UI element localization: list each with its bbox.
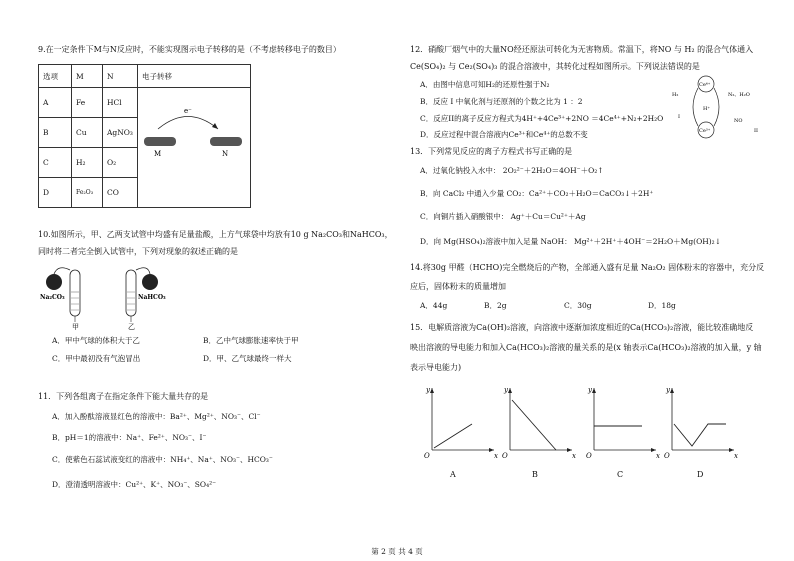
q15-stem-line3: 表示导电能力)	[410, 363, 462, 372]
n-rod	[210, 137, 242, 146]
tube-right-label: 乙	[128, 323, 135, 330]
q14-option-c[interactable]: C．30g	[564, 301, 592, 310]
q14-option-d[interactable]: D．18g	[648, 301, 676, 310]
graph-d-line	[674, 424, 726, 446]
graph-b-line	[512, 400, 556, 450]
electron-transfer-diagram	[138, 89, 250, 205]
q9-row-d-n: CO	[103, 178, 138, 208]
q9-row-d-m: Fe₂O₃	[72, 178, 103, 208]
q9-header-m: M	[72, 65, 103, 88]
page-footer: 第 2 页 共 4 页	[371, 547, 423, 556]
q13-option-b[interactable]: B．向 CaCl₂ 中通入少量 CO₂：Ca²⁺＋CO₂＋H₂O＝CaCO₃↓＋2H⁺	[420, 189, 654, 198]
graph-c-origin: O	[586, 452, 592, 460]
tube-right	[126, 270, 136, 316]
cycle-right-arc	[714, 88, 719, 126]
q12-option-a[interactable]: A．由图中信息可知H₂的还原性强于N₂	[420, 80, 550, 89]
graph-a-origin: O	[424, 452, 430, 460]
label-nahco3: NaHCO₃	[138, 294, 166, 301]
label-na2co3: Na₂CO₃	[40, 294, 65, 301]
q9-row-c-opt: C	[39, 148, 72, 178]
q14-option-a[interactable]: A．44g	[420, 301, 448, 310]
m-label: M	[154, 149, 162, 158]
q12-option-b[interactable]: B．反应 I 中氧化剂与还原剂的个数之比为 1 ：2	[420, 97, 583, 106]
tube-left	[70, 270, 80, 316]
q10-option-b[interactable]: B．乙中气球膨胀速率快于甲	[203, 336, 299, 345]
graph-a-y-axis-label: y	[426, 386, 430, 394]
q10-option-c[interactable]: C．甲中最初没有气泡冒出	[52, 354, 141, 363]
q10-stem-line1: 10.如图所示，甲、乙两支试管中均盛有足量盐酸，上方气球袋中均放有10 g Na₂CO₃和NaHCO₃，	[38, 230, 393, 239]
cycle-left-arc	[693, 88, 698, 126]
q11-stem: 11．下列各组离子在指定条件下能大量共存的是	[38, 392, 209, 401]
q13-option-d[interactable]: D．向 Mg(HSO₄)₂溶液中加入足量 NaOH： Mg²⁺＋2H⁺＋4OH⁻＝2H₂O＋Mg(OH)₂↓	[420, 237, 721, 246]
q10-stem-line2: 同时将二者完全倒入试管中，下列对现象的叙述正确的是	[38, 247, 238, 256]
arrow-head	[212, 123, 218, 129]
q9-diagram-cell	[138, 88, 251, 208]
electron-label: e⁻	[184, 106, 192, 115]
balloon-left-neck	[54, 268, 70, 274]
q11-option-b[interactable]: B．pH＝1的溶液中：Na⁺、Fe²⁺、NO₃⁻、I⁻	[52, 433, 207, 442]
q12-stem-line1: 12．硝酸厂烟气中的大量NO经还原法可转化为无害物质。常温下，将NO 与 H₂ 的混合气体通入	[410, 45, 754, 54]
q11-option-d[interactable]: D．澄清透明溶液中：Cu²⁺、K⁺、NO₃⁻、SO₄²⁻	[52, 480, 217, 489]
balloon-right	[142, 274, 158, 290]
graph-d-label: D	[697, 470, 704, 479]
graph-a-x-axis-label: x	[494, 452, 498, 460]
no-label: NO	[734, 118, 743, 124]
transfer-arrow	[158, 116, 218, 129]
hplus-label: H⁺	[703, 106, 710, 112]
tube-right-liquid	[127, 292, 135, 310]
graph-d[interactable]	[662, 380, 742, 465]
graph-c-label: C	[617, 470, 624, 479]
q9-header-n: N	[103, 65, 138, 88]
graph-a[interactable]	[422, 380, 502, 465]
q12-option-c[interactable]: C．反应II的离子反应方程式为4H⁺+4Ce³⁺+2NO ＝4Ce⁴⁺+N₂+2H₂O	[420, 114, 664, 123]
reaction-2-label: II	[754, 128, 758, 134]
q11-option-a[interactable]: A．加入酚酞溶液显红色的溶液中：Ba²⁺、Mg²⁺、NO₃⁻、Cl⁻	[52, 412, 261, 421]
q9-row-a-n: HCl	[103, 88, 138, 118]
q13-stem: 13．下列常见反应的离子方程式书写正确的是	[410, 147, 573, 156]
reaction-1-label: I	[678, 114, 680, 120]
q10-option-d[interactable]: D．甲、乙气球最终一样大	[203, 354, 292, 363]
tube-left-label: 甲	[72, 323, 79, 330]
h2-label: H₂	[672, 92, 679, 98]
graph-c-y-axis-label: y	[588, 386, 592, 394]
q9-header-transfer: 电子转移	[138, 65, 251, 88]
balloon-left	[46, 274, 62, 290]
q9-row-d-opt: D	[39, 178, 72, 208]
q9-table	[38, 64, 251, 208]
q9-row-c-n: O₂	[103, 148, 138, 178]
n-label: N	[222, 149, 229, 158]
cerium-cycle-diagram	[668, 74, 768, 140]
graph-c-x-axis-label: x	[656, 452, 660, 460]
q10-option-a[interactable]: A．甲中气球的体积大于乙	[52, 336, 140, 345]
graph-b-y-axis-label: y	[504, 386, 508, 394]
graph-b-label: B	[532, 470, 538, 479]
graph-d-x-axis-label: x	[734, 452, 738, 460]
q12-stem-line2: Ce(SO₄)₂ 与 Ce₂(SO₄)₃ 的混合溶液中，其转化过程如图所示。下列说法错误的是	[410, 62, 700, 71]
q9-header-option: 选项	[39, 65, 72, 88]
q14-stem-line2: 应后，固体粉末的质量增加	[410, 282, 506, 291]
q9-row-a-m: Fe	[72, 88, 103, 118]
q13-option-a[interactable]: A．过氧化钠投入水中： 2O₂²⁻＋2H₂O＝4OH⁻＋O₂↑	[420, 166, 604, 175]
q13-option-c[interactable]: C．向铜片插入硝酸银中： Ag⁺＋Cu＝Cu²⁺＋Ag	[420, 212, 586, 221]
q9-row-c-m: H₂	[72, 148, 103, 178]
graph-b[interactable]	[500, 380, 580, 465]
q14-stem-line1: 14.将30g 甲醛（HCHO)完全燃烧后的产物，全部通入盛有足量 Na₂O₂ 固体粉末的容器中，充分反	[410, 263, 765, 272]
ce3-label: Ce³⁺	[699, 128, 711, 134]
graph-d-origin: O	[664, 452, 670, 460]
q9-row-a-opt: A	[39, 88, 72, 118]
q15-stem-line2: 映出溶液的导电能力和加入Ca(HCO₃)₂溶液的量关系的是(x 轴表示Ca(HCO₃)₂溶液的加入量，y 轴	[410, 343, 762, 352]
q9-row-b-opt: B	[39, 118, 72, 148]
graph-a-line	[434, 424, 472, 448]
q9-row-b-m: Cu	[72, 118, 103, 148]
ce4-label: Ce⁴⁺	[699, 82, 711, 88]
m-rod	[144, 137, 176, 146]
q12-option-d[interactable]: D．反应过程中混合溶液内Ce³⁺和Ce⁴⁺的总数不变	[420, 130, 588, 139]
graph-b-x-axis-label: x	[572, 452, 576, 460]
q11-option-c[interactable]: C．使紫色石蕊试液变红的溶液中：NH₄⁺、Na⁺、NO₃⁻、HCO₃⁻	[52, 455, 273, 464]
balloon-right-neck	[136, 268, 150, 274]
graph-a-label: A	[450, 470, 456, 479]
q9-stem: 9.在一定条件下M与N反应时，不能实现图示电子转移的是（不考虑转移电子的数目）	[38, 45, 341, 54]
q15-stem-line1: 15．电解质溶液为Ca(OH)₂溶液，向溶液中逐渐加浓度相近的Ca(HCO₃)₂溶液，能比较准确地反	[410, 323, 754, 332]
graph-c[interactable]	[584, 380, 664, 465]
q9-row-b-n: AgNO₃	[103, 118, 138, 148]
n2-h2o-label: N₂、H₂O	[728, 92, 750, 98]
test-tube-diagram	[40, 262, 190, 330]
graph-d-y-axis-label: y	[666, 386, 670, 394]
q14-option-b[interactable]: B．2g	[484, 301, 507, 310]
graph-b-origin: O	[502, 452, 508, 460]
